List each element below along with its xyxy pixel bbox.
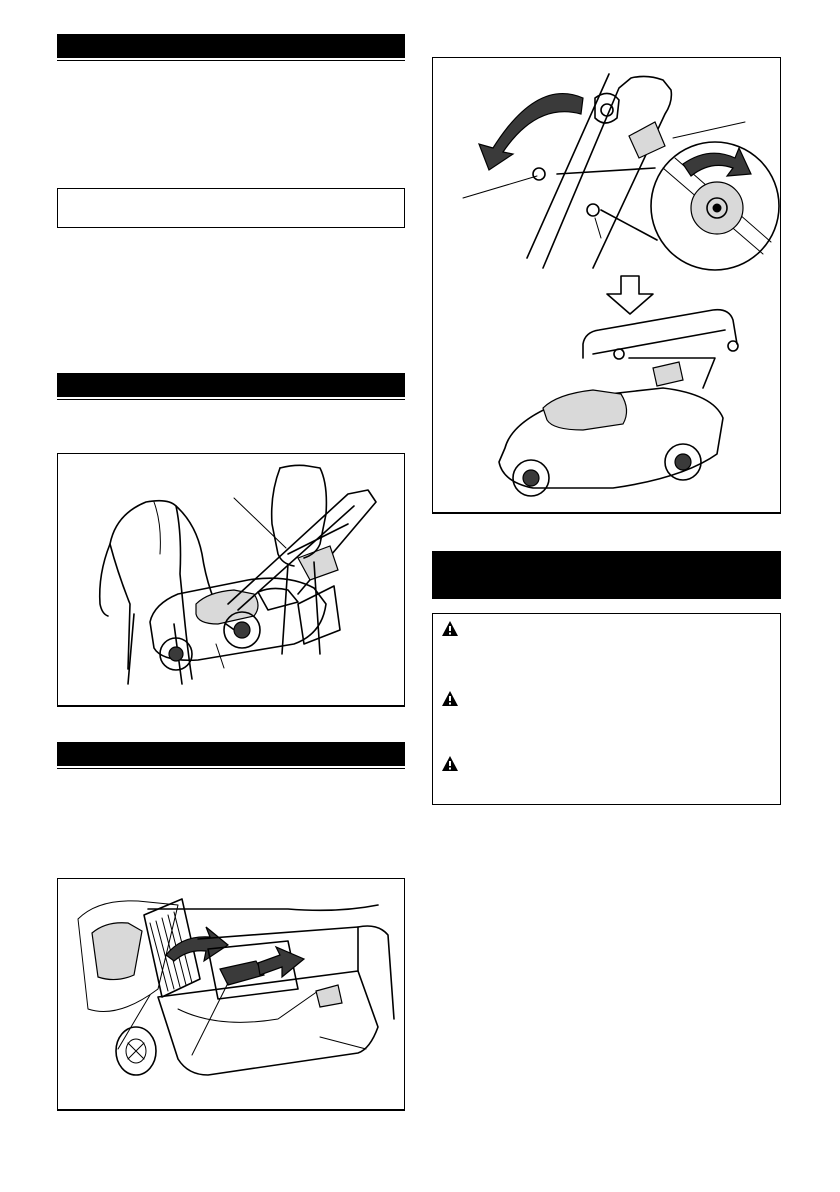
warning-item-3 (441, 755, 771, 772)
warning-triangle-icon (441, 690, 459, 707)
folded-mower (499, 310, 738, 496)
section-title-right (432, 567, 440, 582)
figure-rule-fold (432, 513, 781, 514)
section-header-rule-3 (57, 768, 405, 769)
grass-box-illustration (58, 879, 404, 1109)
warning-triangle-icon (441, 620, 459, 637)
note-text (58, 202, 66, 216)
fold-handle-illustration (433, 58, 780, 512)
warning-box (432, 613, 781, 805)
figure-grass-box (57, 878, 405, 1110)
page-footer (4, 1180, 304, 1190)
section-title-2 (57, 377, 65, 392)
section-header-rule-1 (57, 60, 405, 61)
figure-rule-grass-box (57, 1110, 405, 1111)
carry-mower-illustration (58, 454, 404, 705)
section-title-1 (57, 38, 65, 53)
section-header-rule-2 (57, 399, 405, 400)
figure-fold-handle (432, 57, 781, 513)
handle-knob-detail (463, 74, 779, 270)
figure-carry-mower (57, 453, 405, 706)
warning-item-2 (441, 690, 771, 707)
warning-triangle-icon (441, 755, 459, 772)
section-title-3 (57, 746, 65, 761)
section-header-bar-1 (57, 34, 405, 58)
section-header-bar-3 (57, 742, 405, 766)
section-header-bar-2 (57, 373, 405, 397)
section-header-bar-right (432, 551, 781, 599)
figure-rule-carry (57, 706, 405, 707)
warning-item-1 (441, 620, 771, 637)
note-box (57, 188, 405, 228)
